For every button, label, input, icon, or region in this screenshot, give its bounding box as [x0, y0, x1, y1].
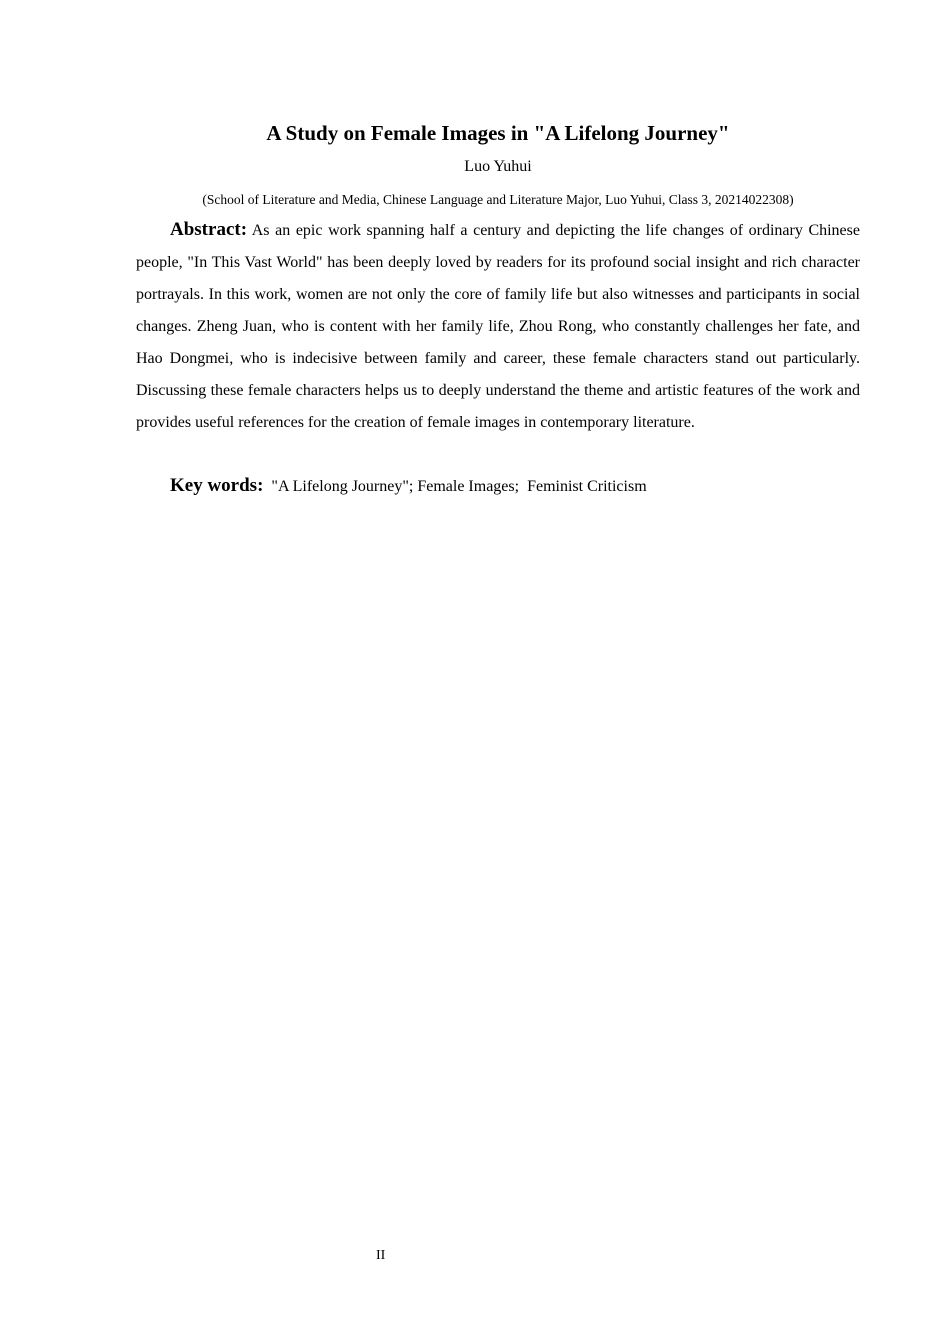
author-name: Luo Yuhui [464, 158, 532, 175]
abstract-paragraph [136, 214, 860, 439]
paper-title: A Study on Female Images in "A Lifelong Journey" [266, 121, 730, 145]
page-number: II [376, 1248, 386, 1263]
keywords-paragraph [136, 470, 860, 503]
keywords-label: Key words: [170, 475, 264, 496]
keywords-text: "A Lifelong Journey"; Female Images; Feminist Criticism [271, 478, 647, 495]
author-affiliation: (School of Literature and Media, Chinese Language and Literature Major, Luo Yuhui, Class 3, 20214022308) [202, 192, 794, 207]
abstract-text: As an epic work spanning half a century and depicting the life changes of ordinary Chinese people, "In This Vast World" has been deeply loved by readers for its profound social insight and rich character portrayals. In this work, women are not only the core of family life but also witnesses and participants in social changes. Zheng Juan, who is content with her family life, Zhou Rong, who constantly challenges her fate, and Hao Dongmei, who is indecisive between family and career, these female characters stand out particularly. Discussing these female characters helps us to deeply understand the theme and artistic features of the work and provides useful references for the creation of female images in contemporary literature. [136, 222, 860, 431]
abstract-label: Abstract: [170, 219, 248, 240]
